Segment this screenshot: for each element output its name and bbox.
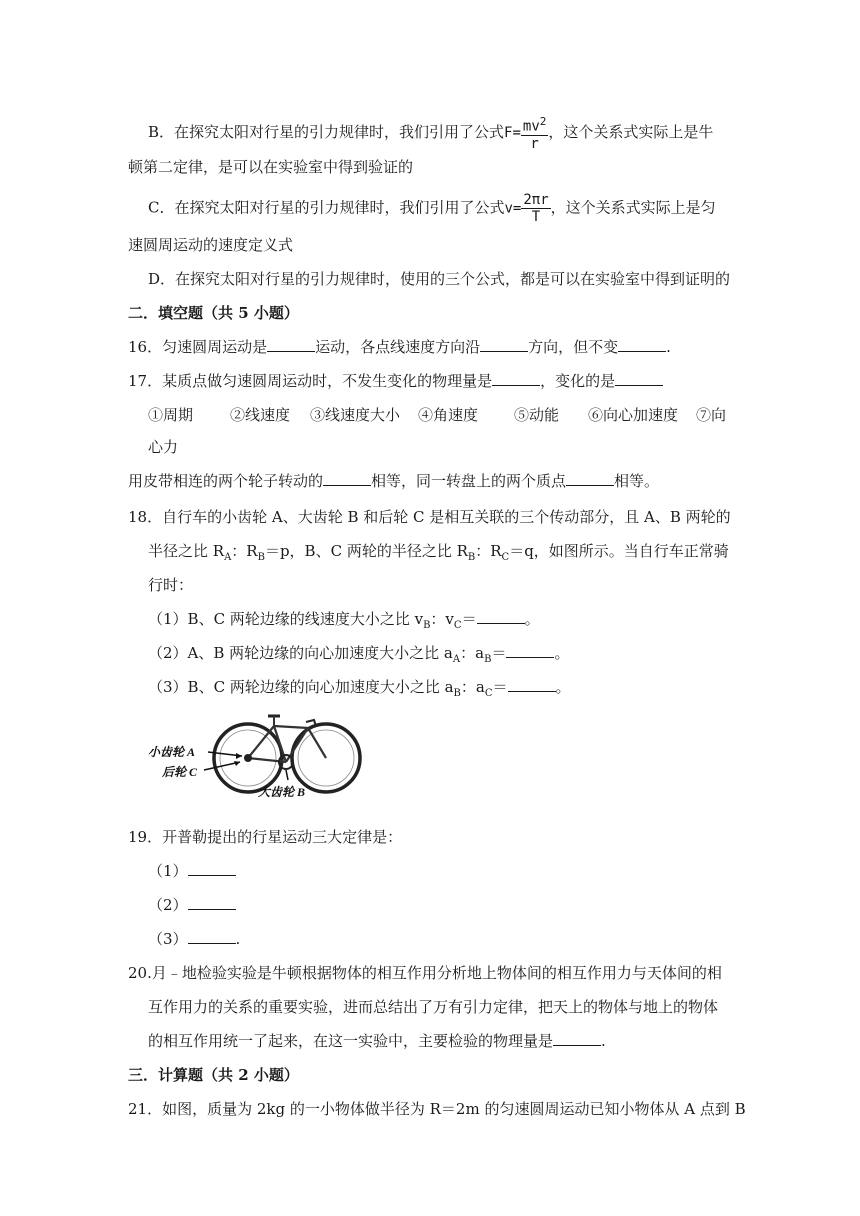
answer-blank	[480, 337, 528, 352]
q19-s3-end: .	[235, 930, 241, 948]
option-b-line1	[148, 114, 713, 152]
q17-text-1: 17．某质点做匀速圆周运动时，不发生变化的物理量是	[128, 372, 493, 390]
answer-blank	[188, 929, 236, 944]
question-18-sub2	[148, 642, 569, 671]
question-18-line1: 18．自行车的小齿轮 A、大齿轮 B 和后轮 C 是相互关联的三个传动部分，且 A、B 两轮的	[128, 508, 731, 526]
small-gear	[244, 754, 252, 762]
q18-l2-e: ＝q，如图所示。当自行车正常骑	[509, 542, 729, 560]
answer-blank	[477, 609, 525, 624]
option-c-line1	[148, 192, 716, 225]
q18-s3-b: ：a	[460, 678, 485, 696]
subscript: B	[257, 552, 265, 563]
q17-option: ⑤动能	[514, 406, 560, 424]
q16-text-2: 运动，各点线速度方向沿	[315, 338, 481, 356]
q17-option: ①周期	[148, 406, 194, 424]
q17-line3	[128, 470, 659, 492]
q17-option: ②线速度	[230, 406, 291, 424]
section-2-heading: 二．填空题（共 5 小题）	[128, 304, 299, 322]
q19-s1-label: （1）	[148, 862, 188, 880]
subscript: B	[423, 620, 431, 631]
formula-exponent: 2	[539, 115, 547, 128]
q17-text-2: ，变化的是	[540, 372, 616, 390]
q18-s2-c: ＝	[491, 644, 507, 662]
answer-blank	[508, 677, 556, 692]
subscript: C	[501, 552, 510, 563]
question-16	[128, 336, 671, 358]
subscript: A	[224, 552, 232, 563]
answer-blank	[323, 471, 371, 486]
formula-denominator: T	[531, 209, 541, 225]
q19-sub1	[148, 860, 236, 882]
q18-s3-a: （3）B、C 两轮边缘的向心加速度大小之比 a	[148, 678, 454, 696]
subscript: B	[484, 654, 492, 665]
q18-s2-d: 。	[554, 644, 570, 662]
q17-option: ③线速度大小	[310, 406, 401, 424]
question-21: 21．如图，质量为 2kg 的一小物体做半径为 R＝2m 的匀速圆周运动已知小物体从 A 点到 B	[128, 1100, 746, 1118]
section-3-heading: 三．计算题（共 2 小题）	[128, 1066, 299, 1084]
q16-text-4: .	[666, 338, 671, 356]
q18-s2-a: （2）A、B 两轮边缘的向心加速度大小之比 a	[148, 644, 453, 662]
formula-numerator: 2πr	[523, 192, 549, 208]
q18-s1-a: （1）B、C 两轮边缘的线速度大小之比 v	[148, 610, 424, 628]
q19-s3-label: （3）	[148, 930, 188, 948]
subscript: B	[467, 552, 476, 563]
q20-l3-b: .	[601, 1032, 606, 1050]
formula-lhs: v=	[504, 200, 522, 217]
formula-lhs: F=	[504, 124, 521, 141]
answer-blank	[566, 471, 614, 486]
answer-blank	[188, 895, 236, 910]
label-big-gear: 大齿轮 B	[258, 785, 306, 799]
q20-l3-a: 的相互作用统一了起来，在这一实验中，主要检验的物理量是	[148, 1032, 554, 1050]
option-b-text: B．在探究太阳对行星的引力规律时，我们引用了公式	[148, 122, 505, 141]
q17-option: ⑦向	[696, 406, 727, 424]
label-rear-wheel: 后轮 C	[162, 765, 198, 779]
subscript: C	[484, 688, 493, 699]
q17-options-cont: 心力	[148, 438, 179, 456]
option-c-text: C．在探究太阳对行星的引力规律时，我们引用了公式	[148, 198, 505, 217]
q19-sub3	[148, 928, 240, 950]
subscript: C	[453, 620, 462, 631]
subscript: B	[453, 688, 461, 699]
question-20-line1: 20.月﹣地检验实验是牛顿根据物体的相互作用分析地上物体间的相互作用力与天体间的相	[128, 964, 722, 982]
formula-numerator: mv	[522, 118, 540, 135]
formula-denominator: r	[530, 135, 539, 152]
formula-v-2pir-t	[504, 192, 550, 225]
answer-blank	[492, 371, 540, 386]
bicycle-figure	[148, 710, 368, 810]
option-c-line2: 速圆周运动的速度定义式	[128, 236, 294, 254]
question-18-sub1	[148, 608, 540, 637]
answer-blank	[618, 337, 666, 352]
q18-s2-b: ：a	[460, 644, 485, 662]
label-small-gear: 小齿轮 A	[148, 745, 196, 759]
q18-s1-b: ：v	[430, 610, 454, 628]
q18-s1-c: ＝	[461, 610, 477, 628]
option-c-suffix: ，这个关系式实际上是匀	[550, 198, 716, 217]
q18-s3-c: ＝	[492, 678, 508, 696]
q18-l2-a: 半径之比 R	[148, 542, 225, 560]
q18-s3-d: 。	[555, 678, 571, 696]
q18-l2-c: ＝p，B、C 两轮的半径之比 R	[264, 542, 468, 560]
question-18-line3: 行时：	[148, 576, 194, 594]
question-18-sub3	[148, 676, 571, 705]
formula-f-mv2-r	[504, 114, 548, 152]
option-d: D．在探究太阳对行星的引力规律时，使用的三个公式，都是可以在实验室中得到证明的	[148, 270, 731, 288]
question-20-line2: 互作用力的关系的重要实验，进而总结出了万有引力定律，把天上的物体与地上的物体	[148, 998, 719, 1016]
q17-l3-text-3: 相等。	[614, 472, 660, 490]
q18-l2-b: ：R	[231, 542, 258, 560]
q16-text-1: 16．匀速圆周运动是	[128, 338, 268, 356]
option-b-line2: 顿第二定律，是可以在实验室中得到验证的	[128, 158, 414, 176]
q19-sub2	[148, 894, 236, 916]
q16-text-3: 方向，但不变	[528, 338, 619, 356]
q17-l3-text-2: 相等，同一转盘上的两个质点	[371, 472, 567, 490]
option-b-suffix: ，这个关系式实际上是牛	[548, 122, 714, 141]
question-17	[128, 370, 663, 392]
subscript: A	[452, 654, 461, 665]
q17-l3-text-1: 用皮带相连的两个轮子转动的	[128, 472, 324, 490]
q18-s1-d: 。	[524, 610, 540, 628]
answer-blank	[188, 861, 236, 876]
answer-blank	[506, 643, 554, 658]
q19-s2-label: （2）	[148, 896, 188, 914]
q17-option: ④角速度	[418, 406, 479, 424]
answer-blank	[615, 371, 663, 386]
q18-l2-d: ：R	[475, 542, 502, 560]
q17-option: ⑥向心加速度	[588, 406, 679, 424]
answer-blank	[553, 1031, 601, 1046]
question-19: 19．开普勒提出的行星运动三大定律是：	[128, 828, 403, 846]
answer-blank	[267, 337, 315, 352]
question-20-line3	[148, 1030, 606, 1052]
question-18-line2	[148, 540, 729, 569]
